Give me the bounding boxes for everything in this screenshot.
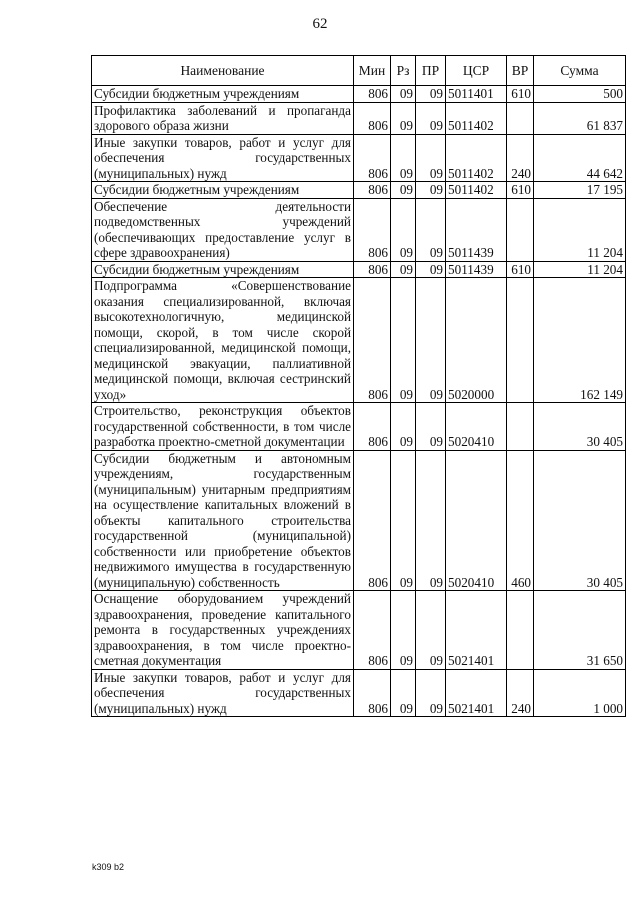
row-csr: 5011402 <box>446 102 507 134</box>
row-csr: 5020000 <box>446 278 507 403</box>
table-row <box>92 182 626 199</box>
row-vr: 240 <box>507 669 534 717</box>
row-name: Строительство, реконструкция объектов государственной собственности, в том числе разработка проектно-сметной документации <box>92 403 354 451</box>
row-sum: 162 149 <box>534 278 626 403</box>
row-name: Субсидии бюджетным и автономным учреждениям, государственным (муниципальным) унитарным предприятиям на осуществление капитальных вложений в объекты капитального строительства государственной (муниципальной) собственности или приобретение объектов недвижимого имущества в государственную (муниципальную) собственность <box>92 450 354 591</box>
table-row <box>92 102 626 134</box>
table-header-row <box>92 56 626 86</box>
row-vr: 610 <box>507 182 534 199</box>
table-row <box>92 403 626 451</box>
row-csr: 5021401 <box>446 591 507 670</box>
row-sum: 11 204 <box>534 198 626 261</box>
row-csr: 5011401 <box>446 86 507 103</box>
row-pr: 09 <box>416 102 446 134</box>
row-name: Субсидии бюджетным учреждениям <box>92 182 354 199</box>
row-rz: 09 <box>391 86 416 103</box>
row-rz: 09 <box>391 669 416 717</box>
row-csr: 5011402 <box>446 134 507 182</box>
header-rz: Рз <box>391 56 416 86</box>
row-sum: 11 204 <box>534 261 626 278</box>
table-row <box>92 450 626 591</box>
header-name: Наименование <box>92 56 354 86</box>
row-csr: 5011439 <box>446 261 507 278</box>
row-vr: 610 <box>507 86 534 103</box>
row-rz: 09 <box>391 403 416 451</box>
row-sum: 500 <box>534 86 626 103</box>
row-vr <box>507 198 534 261</box>
row-name: Профилактика заболеваний и пропаганда здорового образа жизни <box>92 102 354 134</box>
row-min: 806 <box>354 403 391 451</box>
row-name: Субсидии бюджетным учреждениям <box>92 86 354 103</box>
row-min: 806 <box>354 261 391 278</box>
row-pr: 09 <box>416 278 446 403</box>
row-min: 806 <box>354 134 391 182</box>
row-min: 806 <box>354 591 391 670</box>
row-pr: 09 <box>416 591 446 670</box>
table-row <box>92 278 626 403</box>
row-name: Субсидии бюджетным учреждениям <box>92 261 354 278</box>
row-sum: 44 642 <box>534 134 626 182</box>
row-sum: 30 405 <box>534 403 626 451</box>
table-row <box>92 134 626 182</box>
row-pr: 09 <box>416 261 446 278</box>
header-csr: ЦСР <box>446 56 507 86</box>
header-pr: ПР <box>416 56 446 86</box>
row-rz: 09 <box>391 102 416 134</box>
row-pr: 09 <box>416 86 446 103</box>
row-vr <box>507 403 534 451</box>
page-number: 62 <box>312 16 328 32</box>
row-pr: 09 <box>416 134 446 182</box>
row-name: Оснащение оборудованием учреждений здравоохранения, проведение капитального ремонта в государственных учреждениях здравоохранения, в том числе проектно-сметная документация <box>92 591 354 670</box>
table-row <box>92 669 626 717</box>
row-vr: 460 <box>507 450 534 591</box>
row-vr: 240 <box>507 134 534 182</box>
row-sum: 1 000 <box>534 669 626 717</box>
row-csr: 5020410 <box>446 450 507 591</box>
header-min: Мин <box>354 56 391 86</box>
row-pr: 09 <box>416 198 446 261</box>
row-sum: 17 195 <box>534 182 626 199</box>
row-rz: 09 <box>391 450 416 591</box>
row-sum: 30 405 <box>534 450 626 591</box>
footer-code: k309 b2 <box>92 862 125 872</box>
row-min: 806 <box>354 102 391 134</box>
row-csr: 5011402 <box>446 182 507 199</box>
table-row <box>92 198 626 261</box>
row-sum: 31 650 <box>534 591 626 670</box>
header-sum: Сумма <box>534 56 626 86</box>
table-row <box>92 591 626 670</box>
row-rz: 09 <box>391 278 416 403</box>
row-csr: 5011439 <box>446 198 507 261</box>
row-rz: 09 <box>391 261 416 278</box>
row-rz: 09 <box>391 591 416 670</box>
row-pr: 09 <box>416 403 446 451</box>
budget-table <box>91 55 626 717</box>
row-vr: 610 <box>507 261 534 278</box>
row-vr <box>507 591 534 670</box>
row-csr: 5021401 <box>446 669 507 717</box>
row-min: 806 <box>354 198 391 261</box>
row-min: 806 <box>354 182 391 199</box>
row-rz: 09 <box>391 134 416 182</box>
row-sum: 61 837 <box>534 102 626 134</box>
row-rz: 09 <box>391 198 416 261</box>
row-pr: 09 <box>416 669 446 717</box>
table-row <box>92 86 626 103</box>
row-min: 806 <box>354 278 391 403</box>
header-vr: ВР <box>507 56 534 86</box>
row-vr <box>507 278 534 403</box>
row-min: 806 <box>354 450 391 591</box>
row-vr <box>507 102 534 134</box>
row-pr: 09 <box>416 450 446 591</box>
row-min: 806 <box>354 86 391 103</box>
row-name: Иные закупки товаров, работ и услуг для обеспечения государственных (муниципальных) нужд <box>92 669 354 717</box>
table-row <box>92 261 626 278</box>
row-pr: 09 <box>416 182 446 199</box>
row-name: Обеспечение деятельности подведомственных учреждений (обеспечивающих предоставление услуг в сфере здравоохранения) <box>92 198 354 261</box>
row-name: Подпрограмма «Совершенствование оказания специализированной, включая высокотехнологичную, медицинской помощи, скорой, в том числе скорой специализированной, медицинской помощи, медицинской эвакуации, паллиативной медицинской помощи, включая сестринский уход» <box>92 278 354 403</box>
row-csr: 5020410 <box>446 403 507 451</box>
row-min: 806 <box>354 669 391 717</box>
row-name: Иные закупки товаров, работ и услуг для обеспечения государственных (муниципальных) нужд <box>92 134 354 182</box>
row-rz: 09 <box>391 182 416 199</box>
